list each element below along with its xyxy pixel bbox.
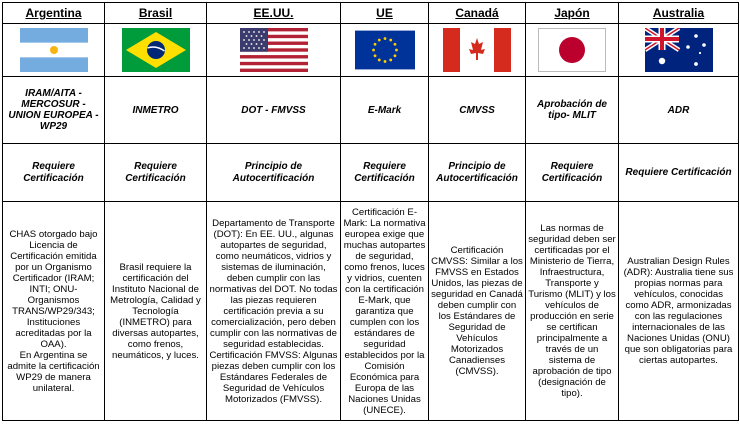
country-name: Australia bbox=[619, 3, 739, 24]
certification-comparison-table bbox=[2, 2, 739, 421]
regime-cell: Requiere Certificación bbox=[619, 144, 739, 202]
standard-cell: INMETRO bbox=[105, 77, 207, 144]
country-header-row bbox=[3, 3, 739, 24]
standard-cell: IRAM/AITA - MERCOSUR - UNION EUROPEA - WP29 bbox=[3, 77, 105, 144]
argentina-flag-icon bbox=[20, 28, 88, 72]
regime-cell: Requiere Certificación bbox=[341, 144, 429, 202]
regime-cell: Requiere Certificación bbox=[105, 144, 207, 202]
regime-row bbox=[3, 144, 739, 202]
standard-cell: ADR bbox=[619, 77, 739, 144]
regime-cell: Principio de Autocertificación bbox=[207, 144, 341, 202]
country-name: Argentina bbox=[3, 3, 105, 24]
regime-cell: Requiere Certificación bbox=[526, 144, 619, 202]
usa-flag-icon bbox=[240, 28, 308, 72]
country-name: UE bbox=[341, 3, 429, 24]
country-name: EE.UU. bbox=[207, 3, 341, 24]
standard-row bbox=[3, 77, 739, 144]
description-cell: Brasil requiere la certificación del Instituto Nacional de Metrología, Calidad y Tecnología (INMETRO) para diversas autopartes, como frenos, neumáticos, y luces. bbox=[105, 202, 207, 421]
standard-cell: CMVSS bbox=[429, 77, 526, 144]
country-name: Japón bbox=[526, 3, 619, 24]
japan-flag-icon bbox=[538, 28, 606, 72]
description-cell: Las normas de seguridad deben ser certificadas por el Ministerio de Tierra, Infraestructura, Transporte y Turismo (MLIT) y los vehículos de producción en serie se certifican principalmente a través de un sistema de aprobación de tipo (designación de tipo). bbox=[526, 202, 619, 421]
australia-flag-icon bbox=[645, 28, 713, 72]
canada-flag-icon bbox=[443, 28, 511, 72]
description-cell: Australian Design Rules (ADR): Australia tiene sus propias normas para vehículos, conocidas como ADR, armonizadas con las regulaciones internacionales de las Naciones Unidas (ONU) que son obligatorias para ciertas autopartes. bbox=[619, 202, 739, 421]
country-name: Canadá bbox=[429, 3, 526, 24]
eu-flag-icon bbox=[355, 29, 415, 71]
country-name: Brasil bbox=[105, 3, 207, 24]
standard-cell: DOT - FMVSS bbox=[207, 77, 341, 144]
regime-cell: Requiere Certificación bbox=[3, 144, 105, 202]
description-cell: Certificación CMVSS: Similar a los FMVSS en Estados Unidos, las piezas de seguridad en Canadá deben cumplir con los Estándares de Seguridad de Vehículos Motorizados Canadienses (CMVSS). bbox=[429, 202, 526, 421]
standard-cell: Aprobación de tipo- MLIT bbox=[526, 77, 619, 144]
regime-cell: Principio de Autocertificación bbox=[429, 144, 526, 202]
description-row bbox=[3, 202, 739, 421]
description-cell: Departamento de Transporte (DOT): En EE. UU., algunas autopartes de seguridad, como neumáticos, vidrios y sistemas de iluminación, deben cumplir con las normativas del DOT. No todas las piezas requieren certificación previa a su comercialización, pero deben cumplir con las normativas de seguridad establecidas. Certificación FMVSS: Algunas piezas deben cumplir con los Estándares Federales de Seguridad de Vehículos Motorizados (FMVSS). bbox=[207, 202, 341, 421]
standard-cell: E-Mark bbox=[341, 77, 429, 144]
description-cell: CHAS otorgado bajo Licencia de Certificación emitida por un Organismo Certificador (IRAM; INTI; ONU- Organismos TRANS/WP29/343; Instituciones acreditadas por la OAA). En Argentina se admite la certificación WP29 de manera unilateral. bbox=[3, 202, 105, 421]
flag-row bbox=[3, 24, 739, 77]
brazil-flag-icon bbox=[122, 28, 190, 72]
description-cell: Certificación E-Mark: La normativa europea exige que muchas autopartes de seguridad, como frenos, luces y vidrios, cuenten con la certificación E-Mark, que garantiza que cumplen con los estándares de seguridad establecidos por la Comisión Económica para Europa de las Naciones Unidas (UNECE). bbox=[341, 202, 429, 421]
